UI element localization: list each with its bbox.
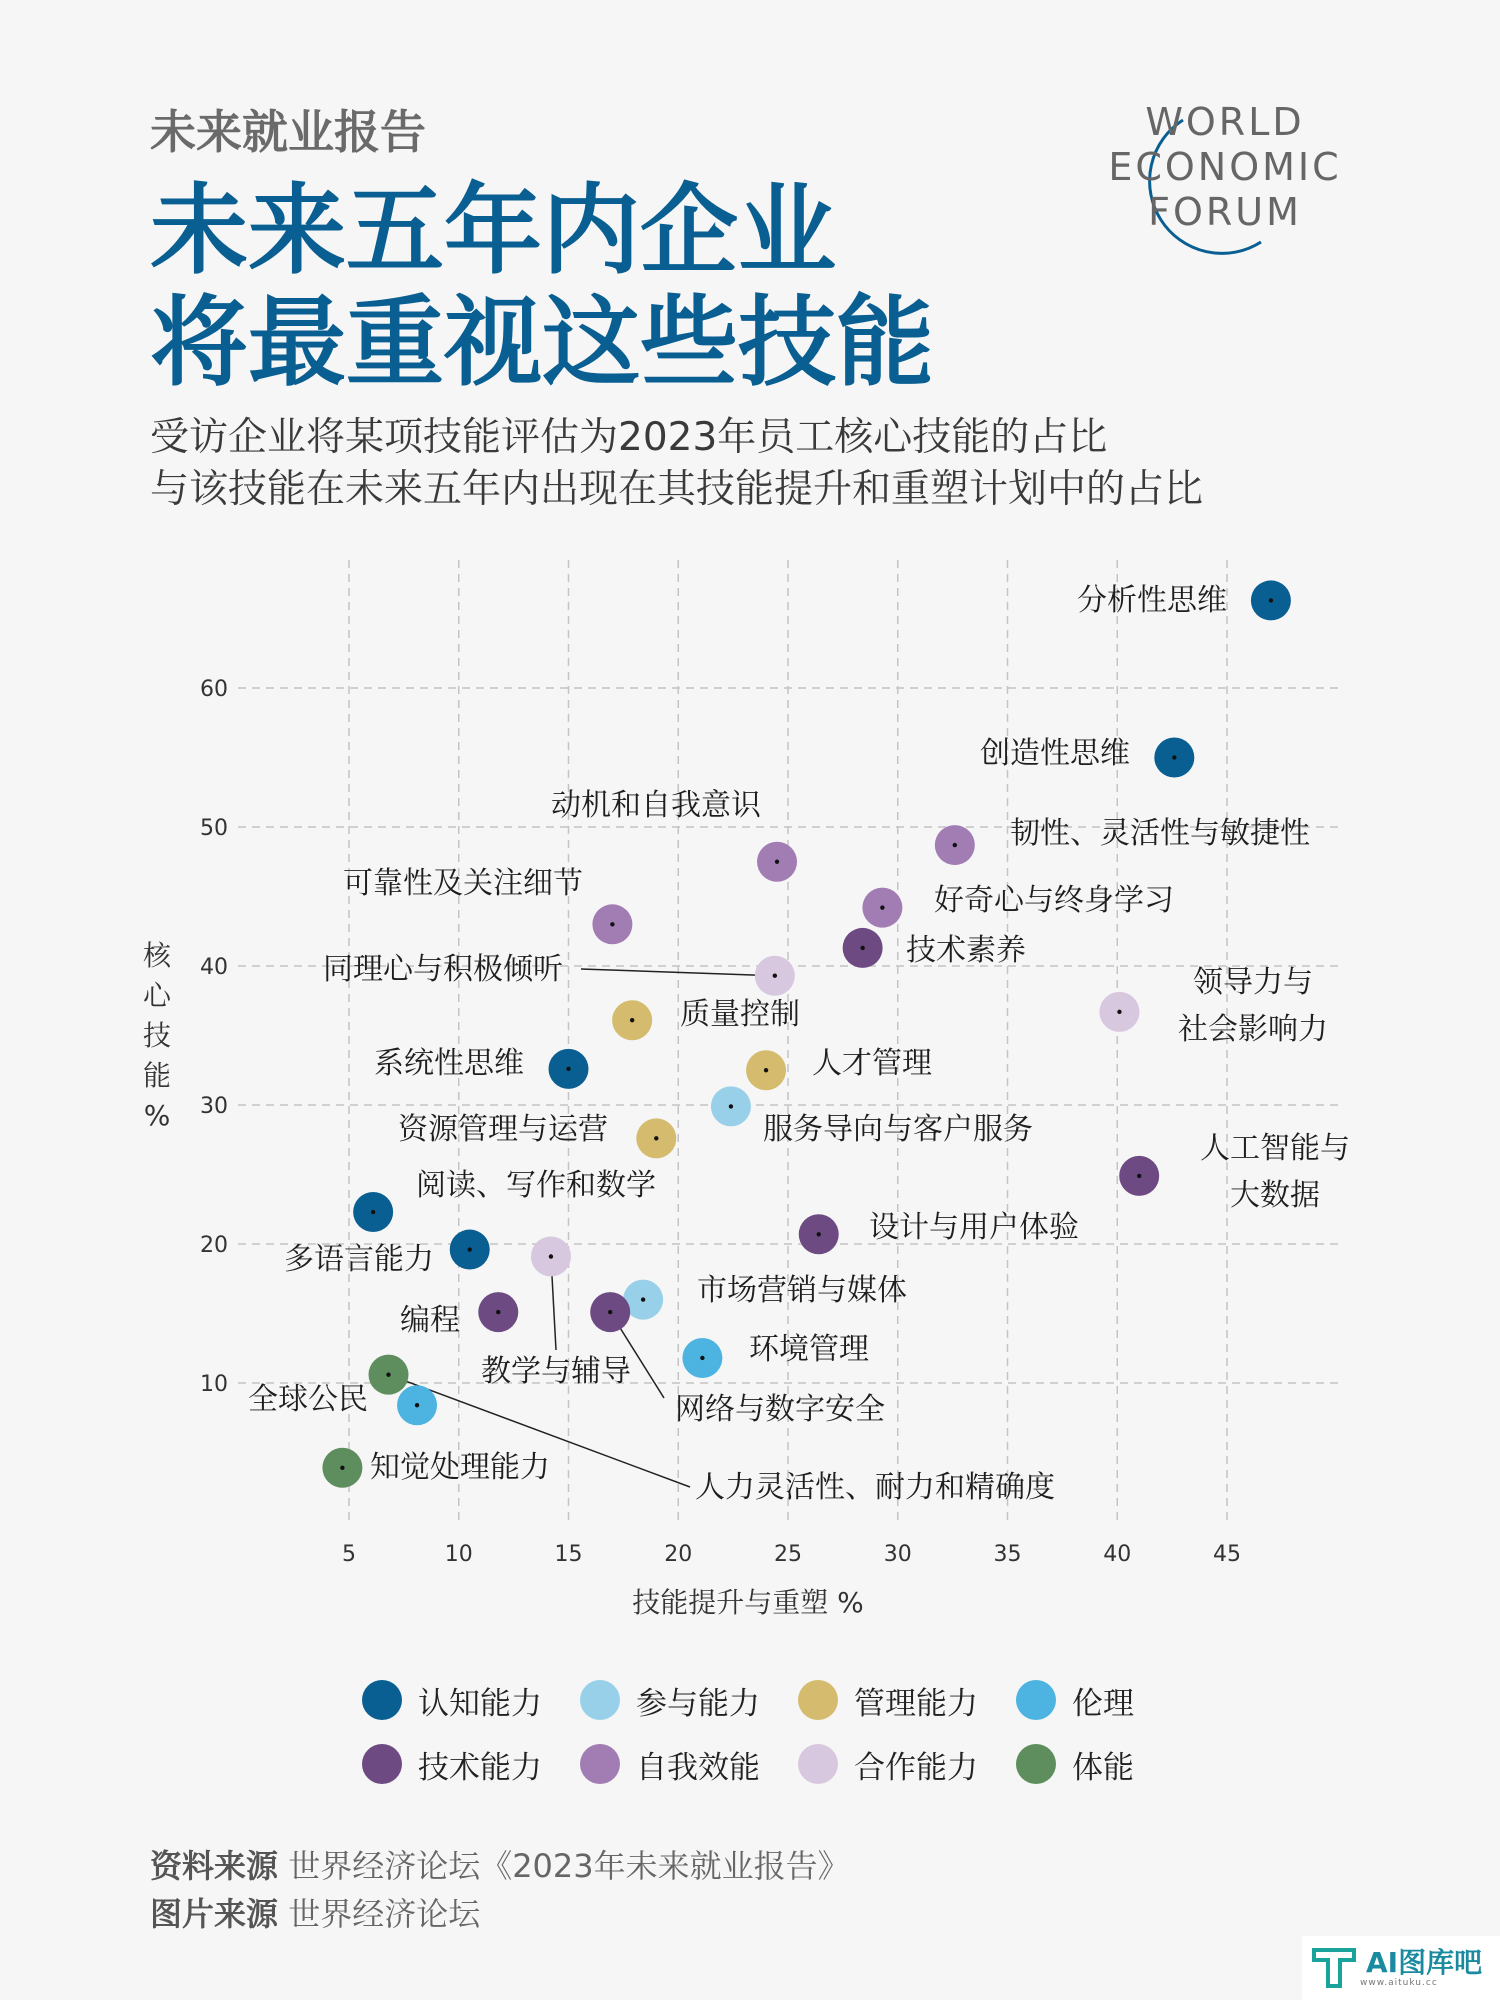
data-point-center <box>1269 598 1273 602</box>
image-source-label: 图片来源 <box>150 1895 279 1933</box>
y-tick-label: 10 <box>200 1372 228 1397</box>
data-label: 系统性思维 <box>374 1046 524 1081</box>
y-tick-label: 30 <box>200 1094 228 1119</box>
x-tick-label: 5 <box>342 1542 356 1567</box>
data-label: 领导力与社会影响力 <box>1178 965 1328 1047</box>
legend-label: 伦理 <box>1072 1685 1134 1722</box>
watermark <box>1302 1936 1500 2000</box>
source-label: 资料来源 <box>150 1847 279 1885</box>
data-point-center <box>729 1104 733 1108</box>
data-point-center <box>610 922 614 926</box>
data-point-center <box>641 1297 645 1301</box>
legend-item <box>1016 1744 1176 1784</box>
data-label: 分析性思维 <box>1077 583 1227 618</box>
data-point-center <box>654 1136 658 1140</box>
legend-item <box>362 1744 580 1784</box>
data-label: 人力灵活性、耐力和精确度 <box>695 1470 1055 1505</box>
y-tick-label: 40 <box>200 955 228 980</box>
data-label: 创造性思维 <box>980 736 1130 771</box>
legend-item <box>798 1744 1016 1784</box>
data-point-center <box>468 1247 472 1251</box>
data-label: 教学与辅导 <box>481 1354 631 1389</box>
legend-item <box>580 1744 798 1784</box>
legend-label: 管理能力 <box>854 1685 978 1722</box>
data-point-center <box>817 1232 821 1236</box>
data-point-center <box>880 905 884 909</box>
data-label: 设计与用户体验 <box>869 1210 1079 1245</box>
legend-swatch <box>1016 1744 1056 1784</box>
data-point-center <box>700 1356 704 1360</box>
legend-label: 参与能力 <box>636 1685 760 1722</box>
data-point-center <box>386 1372 390 1376</box>
wef-logo-line-3: FORUM <box>1148 190 1302 234</box>
data-label: 网络与数字安全 <box>675 1392 885 1427</box>
data-label: 技术素养 <box>906 933 1026 968</box>
legend-label: 体能 <box>1072 1749 1134 1786</box>
legend-swatch <box>362 1680 402 1720</box>
data-label: 市场营销与媒体 <box>697 1273 907 1308</box>
data-point-center <box>860 946 864 950</box>
legend-swatch <box>798 1680 838 1720</box>
data-label: 多语言能力 <box>284 1242 434 1277</box>
legend-label: 认知能力 <box>418 1685 542 1722</box>
data-label: 动机和自我意识 <box>551 788 761 823</box>
legend-item <box>1016 1680 1176 1720</box>
y-tick-label: 60 <box>200 677 228 702</box>
data-point-center <box>1172 755 1176 759</box>
data-point-center <box>775 860 779 864</box>
x-tick-label: 20 <box>664 1542 693 1567</box>
data-point-center <box>566 1067 570 1071</box>
legend-swatch <box>580 1680 620 1720</box>
data-label: 韧性、灵活性与敏捷性 <box>1010 816 1310 851</box>
y-tick-label: 20 <box>200 1233 228 1258</box>
source-line <box>150 1842 850 1890</box>
data-point-center <box>371 1210 375 1214</box>
data-label: 可靠性及关注细节 <box>343 866 583 901</box>
data-point-center <box>340 1466 344 1470</box>
x-tick-label: 25 <box>774 1542 802 1567</box>
x-tick-label: 40 <box>1103 1542 1132 1567</box>
aituku-logo-icon <box>1308 1942 1360 1994</box>
watermark-url: www.aituku.cc <box>1360 1978 1438 1988</box>
data-point-center <box>1137 1174 1141 1178</box>
legend-swatch <box>1016 1680 1056 1720</box>
legend-label: 技术能力 <box>418 1749 542 1786</box>
wef-logo-line-1: WORLD <box>1145 100 1305 144</box>
data-label: 阅读、写作和数学 <box>416 1168 656 1203</box>
x-tick-label: 45 <box>1213 1542 1241 1567</box>
x-tick-label: 15 <box>554 1542 583 1567</box>
x-tick-label: 35 <box>993 1542 1022 1567</box>
report-kicker: 未来就业报告 <box>150 105 426 159</box>
legend-item <box>798 1680 1016 1720</box>
data-point-center <box>608 1310 612 1314</box>
data-label: 同理心与积极倾听 <box>323 952 563 987</box>
data-point-center <box>953 843 957 847</box>
data-point-center <box>415 1403 419 1407</box>
subtitle-line-1: 受访企业将某项技能评估为2023年员工核心技能的占比 <box>150 415 1108 460</box>
legend-label: 自我效能 <box>636 1749 760 1786</box>
data-point-center <box>496 1310 500 1314</box>
legend <box>362 1680 1176 1784</box>
legend-swatch <box>798 1744 838 1784</box>
source-text: 世界经济论坛《2023年未来就业报告》 <box>288 1847 850 1885</box>
legend-swatch <box>362 1744 402 1784</box>
x-axis-label: 技能提升与重塑 % <box>632 1586 864 1619</box>
x-tick-label: 10 <box>444 1542 473 1567</box>
data-point-center <box>764 1068 768 1072</box>
y-axis-label: 核心技能% <box>142 939 172 1132</box>
x-tick-label: 30 <box>883 1542 912 1567</box>
data-label: 编程 <box>400 1303 460 1338</box>
image-source-line <box>150 1890 850 1938</box>
legend-label: 合作能力 <box>854 1749 978 1786</box>
title-line-2: 将最重视这些技能 <box>150 286 935 400</box>
data-label: 人工智能与大数据 <box>1200 1131 1350 1213</box>
data-label: 资源管理与运营 <box>398 1112 608 1147</box>
wef-logo-line-2: ECONOMIC <box>1108 145 1342 189</box>
data-point-center <box>549 1254 553 1258</box>
y-tick-label: 50 <box>200 816 228 841</box>
data-point-center <box>630 1018 634 1022</box>
data-label: 好奇心与终身学习 <box>934 883 1174 918</box>
data-label: 服务导向与客户服务 <box>763 1112 1033 1147</box>
watermark-text: AI图库吧 <box>1366 1946 1483 1979</box>
image-source-text: 世界经济论坛 <box>288 1895 481 1933</box>
data-label: 知觉处理能力 <box>370 1450 550 1485</box>
data-label: 环境管理 <box>749 1332 869 1367</box>
legend-item <box>580 1680 798 1720</box>
title-line-1: 未来五年内企业 <box>150 174 837 288</box>
legend-item <box>362 1680 580 1720</box>
data-label: 全球公民 <box>248 1382 368 1417</box>
data-point-center <box>1117 1010 1121 1014</box>
data-label: 人才管理 <box>812 1046 932 1081</box>
data-point-center <box>773 974 777 978</box>
footer <box>150 1842 850 1938</box>
legend-swatch <box>580 1744 620 1784</box>
subtitle-line-2: 与该技能在未来五年内出现在其技能提升和重塑计划中的占比 <box>150 467 1204 512</box>
data-label: 质量控制 <box>680 997 800 1032</box>
